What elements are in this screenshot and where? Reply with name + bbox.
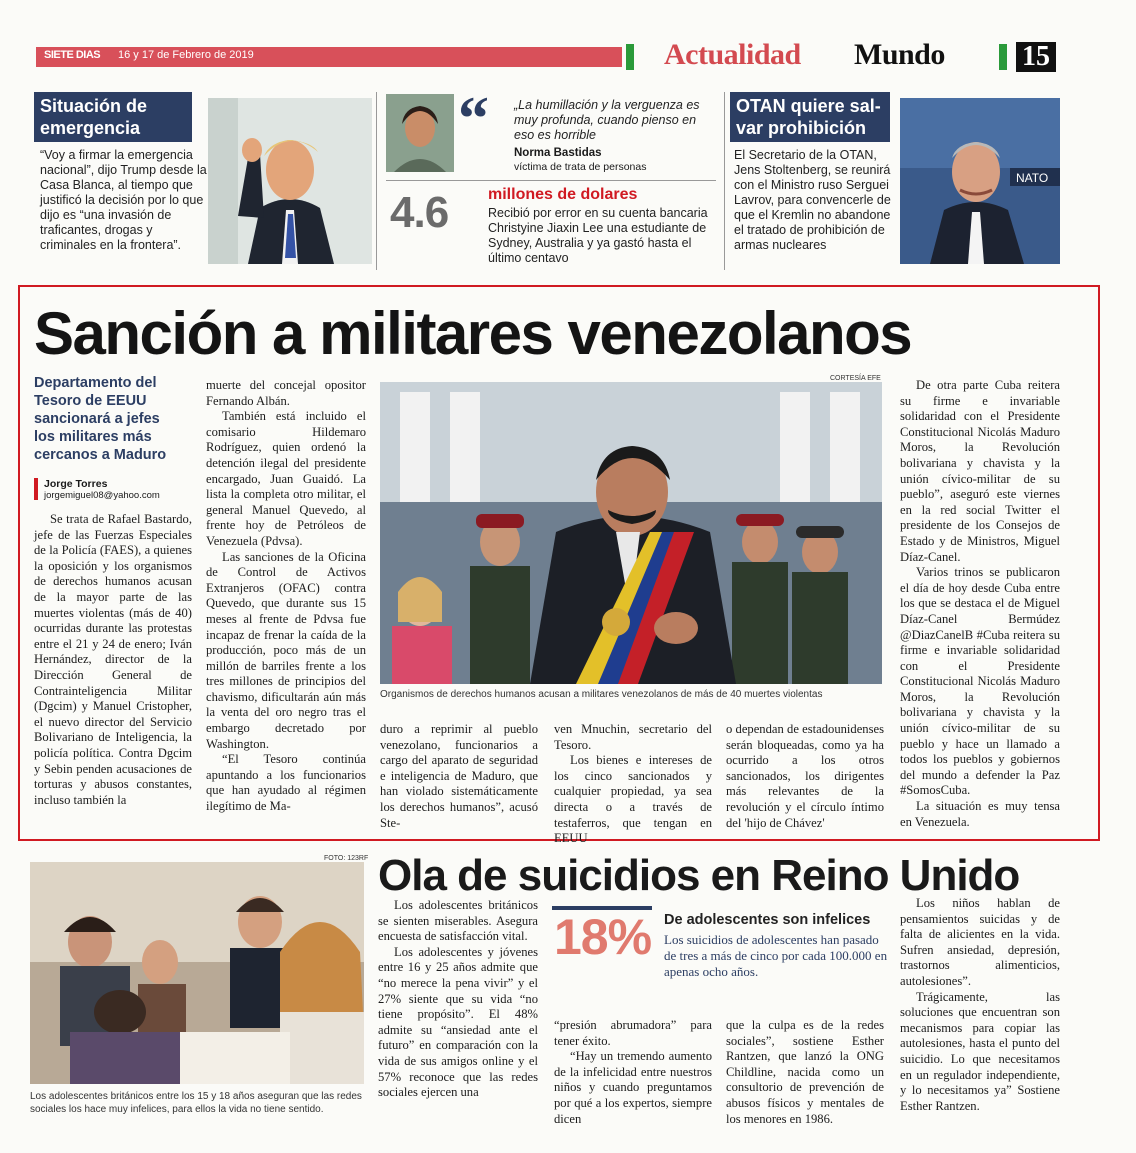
- author-email: jorgemiguel08@yahoo.com: [44, 490, 160, 501]
- paragraph: Los niños hablan de pensamientos suicidas y de falta de alicientes en la vida. Sufren ansiedad, depresión, trastornos alimenticios, autolesiones”.: [900, 896, 1060, 988]
- bastidas-photo: [386, 94, 454, 172]
- photo-caption: Organismos de derechos humanos acusan a militares venezolanos de más de 40 muertes violentas: [380, 689, 823, 700]
- brief-number: [386, 184, 716, 270]
- brief-text: El Secretario de la OTAN, Jens Stoltenberg, se reunirá con el Ministro ruso Serguei Lavrov, para convencerle de que el Kremlin no abandone el tratado de prohibición de armas nucleares: [734, 148, 891, 252]
- stat-value: 18%: [554, 909, 652, 965]
- quote-author-role: víctima de trata de personas: [514, 161, 647, 173]
- paragraph: La situación es muy tensa en Venezuela.: [900, 799, 1060, 829]
- brief-trump: [34, 92, 372, 272]
- bastidas-photo-illustration: [386, 94, 454, 172]
- nato-sign: NATO: [1016, 171, 1049, 185]
- quote-mark-icon: “: [458, 85, 489, 153]
- article-column-1: [378, 898, 538, 1101]
- paragraph: “Hay un tremendo aumento de la infelicidad entre nuestros niños y cuando preguntamos por qué a los expertos, siempre dicen: [554, 1049, 712, 1126]
- paragraph: o dependan de estadounidenses serán bloqueadas, como ya ha ocurrido a los otros sancionados, los dirigentes más relevantes de la revolución y el círculo íntimo del 'hijo de Chávez': [726, 722, 884, 830]
- brand-name: SIETE DIAS: [44, 49, 101, 61]
- section-title-primary: Actualidad: [664, 38, 801, 71]
- paragraph: Los adolescentes y jóvenes entre 16 y 25 años admite que “no merece la pena vivir” y el 27% siente que su vida “no tiene propósito”. El 48% admite su “ansiedad ante el futuro” en comparación con la vida de sus amigos online y el 57% reconoce que las redes sociales ejercen una: [378, 944, 538, 1100]
- stoltenberg-photo: [900, 98, 1060, 264]
- paragraph: Los adolescentes británicos se sienten miserables. Asegura encuesta de satisfacción vital.: [378, 898, 538, 944]
- figure-unit: millones de dolares: [488, 186, 638, 203]
- photo-caption: Los adolescentes británicos entre los 15 y 18 años aseguran que las redes sociales los hace muy infelices, para ellos la vida no tiene sentido.: [30, 1091, 362, 1115]
- paragraph: También está incluido el comisario Hildemaro Rodríguez, quien ordenó la detención ilegal del presidente encargado, Juan Guaidó. La lista la completa otro militar, el general Manuel Quevedo, al frente hoy de Petróleos de Venezuela (Pdvsa).: [206, 409, 366, 548]
- article-column-1: [34, 512, 192, 808]
- brief-title-line: var prohibición: [736, 118, 867, 138]
- article-column-5: [726, 722, 884, 831]
- article-column-3: [380, 722, 538, 831]
- stat-heading: De adolescentes son infelices: [664, 912, 871, 928]
- quote-author: Norma Bastidas: [514, 147, 602, 159]
- column-divider: [376, 92, 377, 270]
- stat-box: [552, 904, 892, 984]
- author-name: Jorge Torres: [44, 478, 108, 490]
- stat-text: Los suicidios de adolescentes han pasado de tres a más de cinco por cada 100.000 en apenas ocho años.: [664, 932, 888, 979]
- paragraph: Las sanciones de la Oficina de Control de Activos Extranjeros (OFAC) contra Quevedo, que durante sus 15 meses al frente de Pdvsa fue incapaz de frenar la caída de la producción, poco más de un millón de barriles frente a los tres millones de principios del chavismo, dificultarán aún más la venta del oro negro tras el embargo decretado por Washington.: [206, 549, 366, 751]
- figure-text: Recibió por error en su cuenta bancaria Christyine Jiaxin Lee una estudiante de Sydney, Australia y ya gastó hasta el último centavo: [488, 206, 708, 265]
- column-divider: [724, 92, 725, 270]
- photo-credit: CORTESÍA EFE: [830, 375, 881, 382]
- paragraph: “presión abrumadora” para tener éxito.: [554, 1018, 712, 1048]
- stoltenberg-photo-illustration: [900, 98, 1060, 264]
- paragraph: Trágicamente, las soluciones que encuentran son mecanismos para copiar las autolesiones, hasta el punto del suicidio. Lo que necesitamos en un regulador independiente, y lo necesitamos ya” Sostiene Esther Rantzen.: [900, 989, 1060, 1113]
- page-number: 15: [1016, 42, 1056, 72]
- article-deck: Departamento del Tesoro de EEUU sancionará a jefes los militares más cercanos a Maduro: [34, 375, 167, 463]
- brief-title: [730, 92, 890, 142]
- quote-separator: [386, 180, 716, 181]
- maduro-photo-illustration: [380, 382, 882, 684]
- article-column-4: [900, 896, 1060, 1114]
- quote-text: „La humillación y la verguenza es muy profunda, cuando pienso en eso es horrible: [514, 98, 700, 142]
- maduro-photo: [380, 382, 882, 684]
- brief-text: “Voy a firmar la emergencia nacional”, dijo Trump desde la Casa Blanca, al tiempo que justificó la decisión por lo que dijo es “una invasión de traficantes, drogas y criminales en la frontera”.: [40, 148, 207, 252]
- paragraph: De otra parte Cuba reitera su firme e invariable solidaridad con el Presidente Constitucional Nicolás Maduro Moros, la Revolución bolivariana y chavista y la unión cívico-militar de su pueblo”, aseguró este viernes en la red social Twitter el presidente de los Consejos de Estado y de Ministros, Miguel Díaz-Canel.: [900, 378, 1060, 564]
- trump-photo: [208, 98, 372, 264]
- issue-date: 16 y 17 de Febrero de 2019: [118, 49, 254, 61]
- article-column-6: [900, 378, 1060, 830]
- article-column-4: [554, 722, 712, 847]
- paragraph: ven Mnuchin, secretario del Tesoro.: [554, 722, 712, 752]
- secondary-headline: Ola de suicidios en Reino Unido: [378, 851, 1020, 900]
- paragraph: Se trata de Rafael Bastardo, jefe de las Fuerzas Especiales de la Policía (FAES), a quienes la oposición y los organismos de derechos humanos acusan de la mayor parte de las muertes violentas (más de 40) ocurridas durante las protestas entre el 21 y 24 de enero; Iván Hernández, director de la Dirección General de Contrainteligencia Militar (Dgcim) y Manuel Cristopher, el nuevo director del Servicio Bolivariano de Inteligencia, la policía política. Contra Dgcim y Sebin penden acusaciones de torturas y abusos constantes, incluso también la: [34, 512, 192, 807]
- paragraph: Varios trinos se publicaron el día de hoy desde Cuba entre los que se destaca el de Miguel Díaz-Canel Bermúdez @DiazCanelB #Cuba reitera su firme e invariable solidaridad con el Presidente Constitucional Nicolás Maduro Moros, la Revolución bolivariana y chavista y la unión cívico-militar de su pueblo y hace un llamado a todos los pueblos y gobiernos del mundo a defender la Paz #SomosCuba.: [900, 565, 1060, 798]
- section-marker-right: [999, 44, 1007, 70]
- paragraph: “El Tesoro continúa apuntando a los funcionarios que han ayudado al régimen ilegítimo de Ma-: [206, 752, 366, 814]
- article-column-2: [554, 1018, 712, 1127]
- paragraph: muerte del concejal opositor Fernando Albán.: [206, 378, 366, 408]
- brief-otan: [730, 92, 1060, 272]
- main-headline: Sanción a militares venezolanos: [34, 300, 912, 367]
- brief-title: [34, 92, 192, 142]
- photo-credit: FOTO: 123RF: [324, 855, 369, 862]
- article-column-3: [726, 1018, 884, 1127]
- brief-title-line: Situación de: [40, 96, 148, 116]
- author-marker: [34, 478, 38, 500]
- paragraph: Los bienes e intereses de los cinco sancionados y cualquier propiedad, ya sea directa o a través de testaferros, que tengan en EEUU: [554, 753, 712, 846]
- brief-title-line: emergencia: [40, 118, 141, 138]
- article-column-2: [206, 378, 366, 815]
- brief-quote: [386, 85, 716, 176]
- teens-photo-illustration: [30, 862, 364, 1084]
- trump-photo-illustration: [208, 98, 372, 264]
- paragraph: que la culpa es de la redes sociales”, sostiene Esther Rantzen, que lanzó la ONG Childline, nacida como un consultorio de prevención de abusos físicos y mentales de los menores en 1986.: [726, 1018, 884, 1126]
- teens-photo: [30, 862, 364, 1084]
- paragraph: duro a reprimir al pueblo venezolano, funcionarios a cargo del aparato de seguridad e inteligencia de Maduro, que han violado sistemáticamente los derechos humanos”, acusó Ste-: [380, 722, 538, 830]
- brief-title-line: OTAN quiere sal-: [736, 96, 881, 116]
- section-marker: [626, 44, 634, 70]
- section-title-secondary: Mundo: [854, 38, 945, 71]
- figure-number: 4.6: [390, 188, 449, 237]
